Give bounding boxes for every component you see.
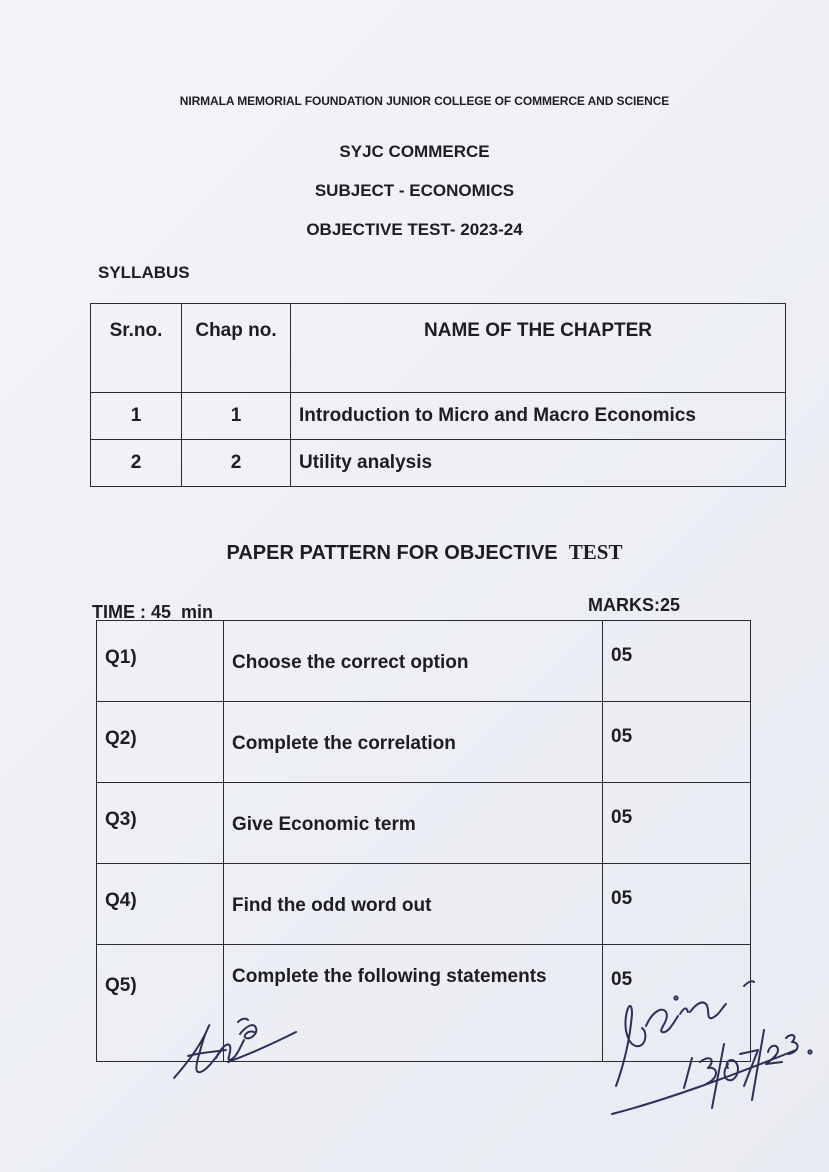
- question-marks: 05: [603, 945, 751, 1062]
- subject-title: SUBJECT - ECONOMICS: [314, 181, 515, 200]
- question-marks: 05: [603, 864, 751, 945]
- question-description: Choose the correct option: [224, 621, 603, 702]
- table-row: [91, 393, 786, 440]
- chap-no-cell: 2: [182, 440, 291, 487]
- question-number: Q4): [97, 864, 224, 945]
- syllabus-header-row: [91, 304, 786, 393]
- chapter-name-cell: Utility analysis: [291, 440, 786, 487]
- time-label: TIME : 45 min: [92, 602, 214, 622]
- column-header-chapter-name: NAME OF THE CHAPTER: [291, 304, 786, 393]
- left-signature: [168, 1000, 308, 1100]
- column-header-sr-no: Sr.no.: [91, 304, 182, 393]
- column-header-chap-no: Chap no.: [182, 304, 291, 393]
- question-description: Find the odd word out: [224, 864, 603, 945]
- question-description: Complete the correlation: [224, 702, 603, 783]
- class-title: SYJC COMMERCE: [339, 142, 490, 161]
- question-marks: 05: [603, 783, 751, 864]
- paper-pattern-title-tail: TEST: [568, 540, 623, 564]
- table-row: [97, 783, 751, 864]
- question-marks: 05: [603, 621, 751, 702]
- syllabus-label: SYLLABUS: [98, 263, 190, 282]
- question-number: Q3): [97, 783, 224, 864]
- table-row: [91, 440, 786, 487]
- question-number: Q1): [97, 621, 224, 702]
- table-row: [97, 702, 751, 783]
- paper-pattern-title: [0, 540, 829, 565]
- table-row: [97, 621, 751, 702]
- table-row: [97, 864, 751, 945]
- paper-pattern-title-main: PAPER PATTERN FOR OBJECTIVE: [226, 542, 558, 564]
- college-name: NIRMALA MEMORIAL FOUNDATION JUNIOR COLLEGE OF COMMERCE AND SCIENCE: [179, 94, 670, 108]
- question-number: Q5): [97, 945, 224, 1062]
- marks-label: MARKS:25: [588, 595, 681, 615]
- question-description: Give Economic term: [224, 783, 603, 864]
- right-signature-with-date: [606, 968, 821, 1118]
- test-title: OBJECTIVE TEST- 2023-24: [306, 220, 523, 239]
- syllabus-table: [90, 303, 786, 487]
- question-marks: 05: [603, 702, 751, 783]
- sr-no-cell: 1: [91, 393, 182, 440]
- chap-no-cell: 1: [182, 393, 291, 440]
- sr-no-cell: 2: [91, 440, 182, 487]
- question-description: Complete the following statements: [224, 945, 603, 1062]
- question-number: Q2): [97, 702, 224, 783]
- chapter-name-cell: Introduction to Micro and Macro Economics: [291, 393, 786, 440]
